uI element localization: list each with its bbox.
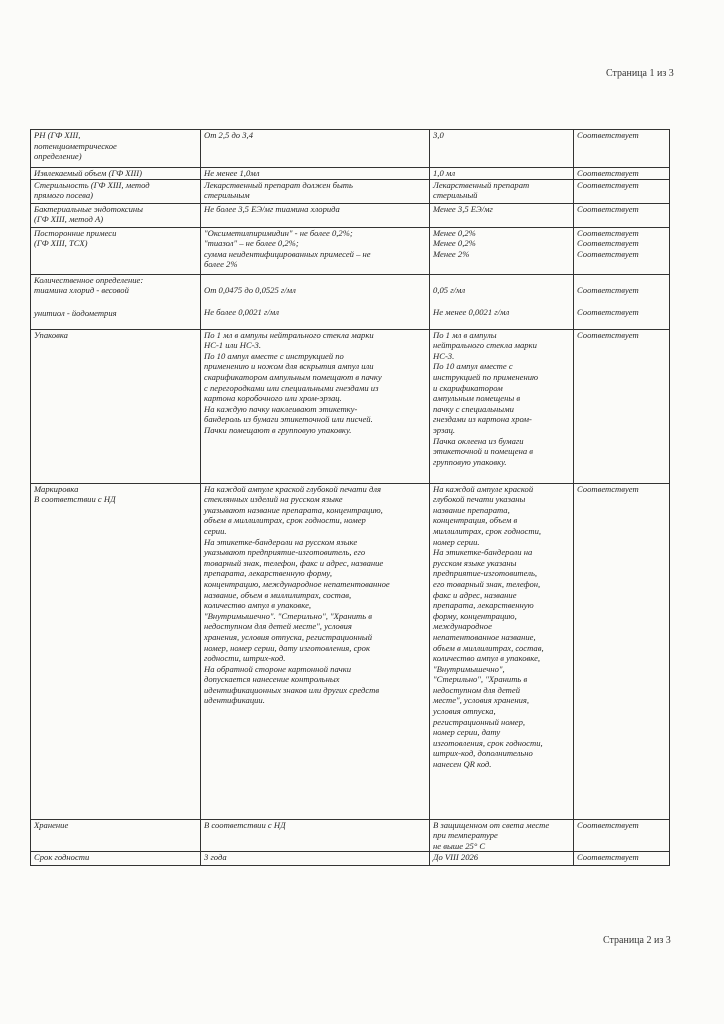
cell-line: Соответствует [577,307,639,318]
table-row [31,179,670,203]
actual-cell [430,329,574,483]
cell-line: Лекарственный препарат должен быть [204,179,353,190]
cell-line: Не менее 0,0021 г/мл [433,307,510,318]
cell-line: название, объем в миллилитрах, состав, [204,589,352,600]
cell-line: "Внутримышечно", [433,663,505,674]
actual-cell [430,130,574,168]
cell-line: В защищенном от света месте [433,819,550,830]
cell-line: более 2% [204,259,238,270]
cell-line: пачку с специальными [433,403,514,414]
cell-line: В соответствии с НД [204,819,286,830]
cell-line: Менее 0,2% [433,227,476,238]
cell-line: регистрационный номер, [433,716,526,727]
cell-line: сумма неидентифицированных примесей – не [204,248,371,259]
cell-line: идентификации. [204,695,265,706]
cell-line: Менее 2% [433,248,470,259]
parameter-cell [31,329,201,483]
norm-cell [201,168,430,180]
cell-line: международное [433,621,492,632]
cell-line: Соответствует [577,168,639,178]
cell-line: Менее 0,2% [433,238,476,249]
cell-line: Не более 0,0021 г/мл [204,307,279,318]
cell-line: Посторонние примеси [34,227,117,238]
parameter-cell [31,819,201,852]
cell-line: не выше 25° С [433,840,486,851]
cell-line: идентификационных знаков или других средств [204,684,380,695]
actual-cell [430,274,574,329]
cell-line: допускается нанесение контрольных [204,674,340,685]
cell-line: Менее 3,5 ЕЭ/мг [433,203,493,214]
cell-line: определение) [34,151,82,162]
norm-cell [201,130,430,168]
cell-line: Пачки помещают в групповую упаковку. [204,424,352,435]
cell-line: указывают название препарата, концентрацию, [204,504,383,515]
parameter-cell [31,179,201,203]
table-row [31,130,670,168]
norm-cell [201,329,430,483]
cell-line: условия отпуска, [433,706,496,717]
parameter-cell [31,203,201,227]
cell-line: "Стерильно", "Хранить в [433,674,528,685]
table-row [31,274,670,329]
actual-cell [430,483,574,819]
actual-cell [430,819,574,852]
cell-line: форму, концентрацию, [433,610,517,621]
cell-line: бандероль из бумаги этикеточной или писчей. [204,414,373,425]
cell-line: недоступном для детей месте", условия [204,621,352,632]
cell-line: Пачка оклеена из бумаги [433,435,524,446]
cell-line: факс и адрес, название [433,589,517,600]
cell-line: "тиазол" – не более 0,2%; [204,238,299,249]
cell-line: применению и ножом для вскрытия ампул или [204,361,374,372]
cell-line: штрих-код, дополнительно [433,748,533,759]
cell-line: объем в миллилитрах, состав, [433,642,544,653]
page-number-bottom: Страница 2 из 3 [603,935,671,946]
cell-line: Маркировка [34,483,79,494]
cell-line: "Оксиметилпиримидин" - не более 0,2%; [204,227,353,238]
cell-line: На этикетке-бандероли на русском языке [204,536,358,547]
actual-cell [430,168,574,180]
cell-line: 0,05 г/мл [433,284,466,295]
cell-line: По 1 мл в ампулы [433,329,497,340]
norm-cell [201,274,430,329]
parameter-cell [31,130,201,168]
cell-line: Хранение [34,819,69,830]
cell-line: От 0,0475 до 0,0525 г/мл [204,284,296,295]
cell-line: при температуре [433,830,498,841]
cell-line: Извлекаемый объем (ГФ XIII) [34,168,143,178]
norm-cell [201,179,430,203]
cell-line: указывают предприятие-изготовитель, его [204,547,366,558]
result-cell [574,203,670,227]
norm-cell [201,227,430,274]
parameter-cell [31,852,201,866]
cell-line: 1,0 мл [433,168,456,178]
cell-line: хранения, условия отпуска, регистрационный [204,631,373,642]
cell-line: Соответствует [577,248,639,259]
cell-line: По 10 ампул вместе с инструкцией по [204,350,344,361]
norm-cell [201,483,430,819]
cell-line: эрзац. [433,424,456,435]
cell-line: Стерильность (ГФ XIII, метод [34,179,150,190]
cell-line: Количественное определение: [34,274,144,285]
cell-line: унитиол - йодометрия [34,307,117,318]
cell-line: номер серии. [433,536,480,547]
table-row [31,819,670,852]
table-row [31,329,670,483]
table-row [31,227,670,274]
table-row [31,203,670,227]
result-cell [574,483,670,819]
cell-line: номер серии, дату [433,727,501,738]
cell-line: В соответствии с НД [34,494,116,505]
norm-cell [201,852,430,866]
cell-line: препарата, лекарственную форму, [204,568,332,579]
cell-line: Соответствует [577,329,639,340]
cell-line: непатентованное название, [433,631,536,642]
cell-line: По 10 ампул вместе с [433,361,513,372]
cell-line: Срок годности [34,852,90,863]
cell-line: Соответствует [577,179,639,190]
cell-line: РН (ГФ XIII, [34,130,81,140]
cell-line: миллилитрах, срок годности, [433,525,542,536]
cell-line: НС-1 или НС-3. [204,340,261,351]
cell-line: нанесен QR код. [433,759,492,770]
cell-line: изготовления, срок годности, [433,737,543,748]
cell-line: стерильный [433,190,478,201]
cell-line: Соответствует [577,130,639,140]
cell-line: прямого посева) [34,190,93,201]
cell-line: годности, штрих-код. [204,653,286,664]
cell-line: На этикетке-бандероли на [433,547,533,558]
cell-line: русском языке указаны [433,557,517,568]
cell-line: его товарный знак, телефон, [433,578,541,589]
table-row [31,852,670,866]
cell-line: (ГФ XIII, ТСХ) [34,238,88,249]
cell-line: предприятие-изготовитель, [433,568,538,579]
table-row [31,168,670,180]
cell-line: Соответствует [577,227,639,238]
cell-line: глубокой печати указаны [433,494,526,505]
result-cell [574,852,670,866]
norm-cell [201,203,430,227]
cell-line: По 1 мл в ампулы нейтрального стекла марки [204,329,374,340]
actual-cell [430,852,574,866]
cell-line: Соответствует [577,483,639,494]
cell-line: 3 года [204,852,227,863]
cell-line: Не более 3,5 ЕЭ/мг тиамина хлорида [204,203,340,214]
cell-line: Соответствует [577,203,639,214]
cell-line: скарификатором ампульным помещают в пачку [204,371,382,382]
cell-line: тиамина хлорид - весовой [34,285,129,296]
cell-line: групповую упаковку. [433,456,507,467]
cell-line: количество ампул в упаковке, [433,653,541,664]
parameter-cell [31,483,201,819]
cell-line: концентрация, объем в [433,515,518,526]
result-cell [574,819,670,852]
result-cell [574,168,670,180]
result-cell [574,179,670,203]
cell-line: На каждую пачку наклеивают этикетку- [204,403,358,414]
result-cell [574,130,670,168]
cell-line: инструкцией по применению [433,371,539,382]
cell-line: ампульным помещены в [433,393,521,404]
cell-line: потенциометрическое [34,140,117,151]
cell-line: Лекарственный препарат [433,179,530,190]
norm-cell [201,819,430,852]
cell-line: Соответствует [577,819,639,830]
cell-line: серии. [204,525,227,536]
cell-line: картона коробочного или хром-эрзац. [204,393,342,404]
cell-line: номер, номер серии, дату изготовления, срок [204,642,370,653]
cell-line: гнездами из картона хром- [433,414,532,425]
cell-line: От 2,5 до 3,4 [204,130,253,140]
cell-line: Соответствует [577,238,639,249]
cell-line: Бактериальные эндотоксины [34,203,143,214]
page-number-top: Страница 1 из 3 [606,68,674,79]
cell-line: этикеточной и помещена в [433,446,534,457]
cell-line: 3,0 [433,130,444,140]
actual-cell [430,179,574,203]
cell-line: и скарификатором [433,382,503,393]
cell-line: Соответствует [577,852,639,863]
cell-line: нейтрального стекла марки [433,340,537,351]
cell-line: количество ампул в упаковке, [204,600,312,611]
cell-line: НС-3. [433,350,455,361]
actual-cell [430,203,574,227]
cell-line: месте", условия хранения, [433,695,530,706]
result-cell [574,227,670,274]
actual-cell [430,227,574,274]
parameter-cell [31,168,201,180]
cell-line: На обратной стороне картонной пачки [204,663,352,674]
cell-line: концентрацию, международное непатентованное [204,578,390,589]
cell-line: препарата, лекарственную [433,600,534,611]
cell-line: (ГФ XIII, метод А) [34,214,104,225]
cell-line: "Внутримышечно". "Стерильно", "Хранить в [204,610,373,621]
table-row [31,483,670,819]
parameter-cell [31,227,201,274]
result-cell [574,329,670,483]
parameter-cell [31,274,201,329]
cell-line: На каждой ампуле краской глубокой печати для [204,483,382,494]
cell-line: Упаковка [34,329,68,340]
cell-line: объем в миллилитрах, срок годности, номер [204,515,366,526]
cell-line: На каждой ампуле краской [433,483,534,494]
cell-line: стеклянных изделий на русском языке [204,494,343,505]
cell-line: стерильным [204,190,250,201]
cell-line: Не менее 1,0мл [204,168,260,178]
cell-line: товарный знак, телефон, факс и адрес, название [204,557,384,568]
specification-table [30,129,670,866]
result-cell [574,274,670,329]
cell-line: До VIII 2026 [433,852,479,863]
cell-line: Соответствует [577,284,639,295]
cell-line: название препарата, [433,504,510,515]
cell-line: недоступном для детей [433,684,520,695]
cell-line: с перегородками или специальными гнездами из [204,382,379,393]
